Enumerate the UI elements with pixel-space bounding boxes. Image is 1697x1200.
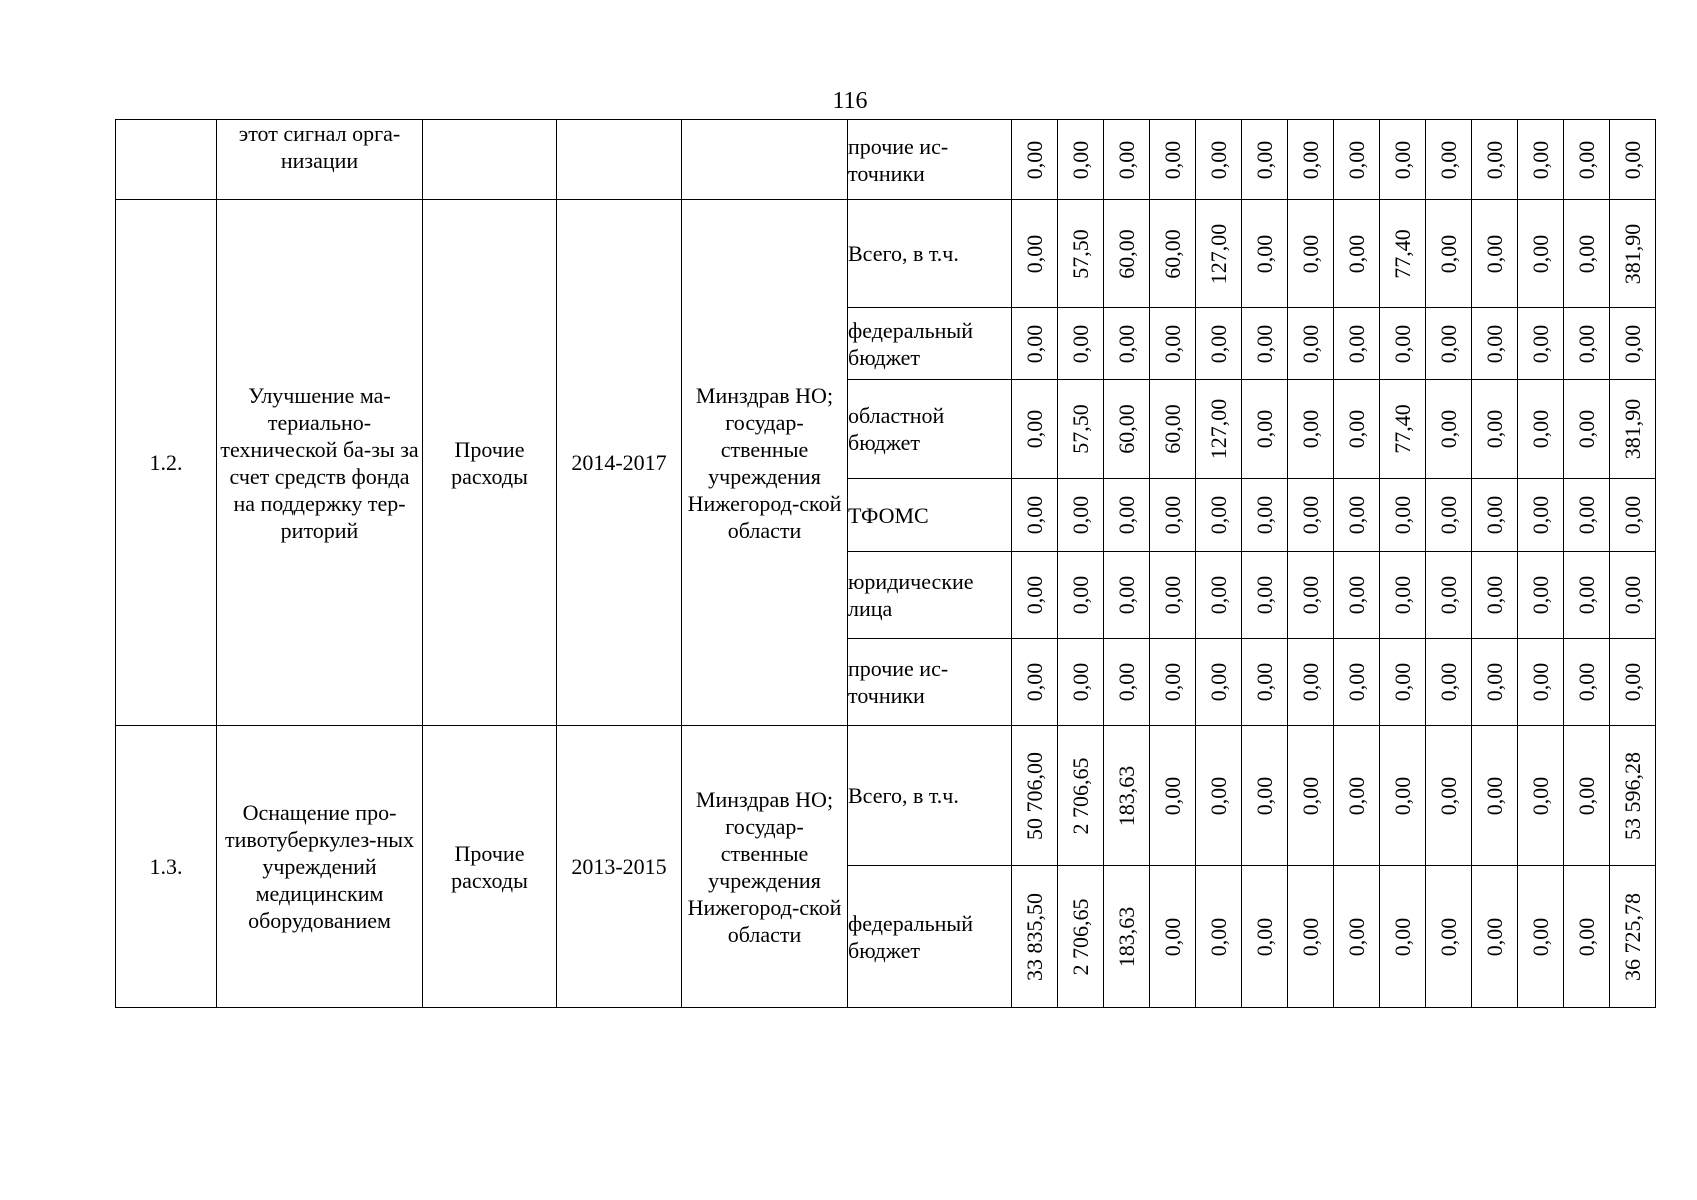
- value-text: 0,00: [1573, 324, 1599, 363]
- value-cell: [1104, 866, 1150, 1008]
- value-cell: [1426, 479, 1472, 552]
- activity-name-cell: этот сигнал орга-низации: [217, 120, 423, 200]
- value-cell: [1380, 308, 1426, 380]
- value-text: 0,00: [1205, 575, 1231, 615]
- value-cell: [1380, 200, 1426, 308]
- expense-type-cell: [423, 120, 557, 200]
- value-cell: [1058, 866, 1104, 1008]
- value-cell: [1564, 308, 1610, 380]
- value-cell: [1564, 552, 1610, 639]
- value-text: 0,00: [1297, 324, 1323, 363]
- value-text: 0,00: [1573, 140, 1599, 179]
- value-text: 0,00: [1297, 409, 1323, 449]
- value-cell: [1012, 866, 1058, 1008]
- executor-cell: Минздрав НО; государ-ственные учреждения Нижегород-ской области: [682, 726, 848, 1008]
- value-cell: [1242, 120, 1288, 200]
- value-text: 0,00: [1573, 234, 1599, 273]
- value-cell: [1012, 726, 1058, 866]
- value-text: 0,00: [1435, 409, 1461, 449]
- value-cell: [1012, 552, 1058, 639]
- value-cell: [1334, 726, 1380, 866]
- value-text: 0,00: [1343, 575, 1369, 615]
- value-text: 0,00: [1251, 324, 1277, 363]
- value-text: 0,00: [1297, 234, 1323, 273]
- value-cell: [1564, 866, 1610, 1008]
- value-cell: [1288, 639, 1334, 726]
- budget-table: [115, 119, 1656, 1008]
- value-text: 183,63: [1113, 765, 1139, 826]
- value-text: 0,00: [1159, 324, 1185, 363]
- value-text: 381,90: [1619, 398, 1645, 460]
- funding-source-cell: прочие ис-точники: [848, 639, 1012, 726]
- value-cell: [1150, 639, 1196, 726]
- value-cell: [1242, 479, 1288, 552]
- value-cell: [1472, 479, 1518, 552]
- value-text: 60,00: [1159, 404, 1185, 454]
- value-cell: [1610, 200, 1656, 308]
- value-text: 0,00: [1067, 662, 1093, 702]
- value-cell: [1104, 120, 1150, 200]
- value-text: 0,00: [1113, 662, 1139, 702]
- value-text: 0,00: [1481, 776, 1507, 815]
- value-cell: [1058, 380, 1104, 479]
- value-cell: [1196, 120, 1242, 200]
- value-text: 0,00: [1021, 324, 1047, 363]
- value-cell: [1242, 308, 1288, 380]
- row-number-cell: [116, 120, 217, 200]
- value-cell: [1518, 380, 1564, 479]
- value-cell: [1012, 200, 1058, 308]
- value-cell: [1104, 639, 1150, 726]
- value-text: 0,00: [1021, 409, 1047, 449]
- value-text: 0,00: [1527, 662, 1553, 702]
- value-text: 60,00: [1113, 404, 1139, 454]
- table-body: [116, 120, 1656, 1008]
- value-text: 0,00: [1573, 776, 1599, 815]
- value-text: 77,40: [1389, 404, 1415, 454]
- value-cell: [1334, 200, 1380, 308]
- value-cell: [1012, 380, 1058, 479]
- activity-name-cell: Улучшение ма-териально-технической ба-зы за счет средств фонда на поддержку тер-риторий: [217, 200, 423, 726]
- value-text: 0,00: [1435, 495, 1461, 535]
- value-text: 60,00: [1159, 228, 1185, 279]
- value-text: 0,00: [1389, 495, 1415, 535]
- value-text: 0,00: [1297, 495, 1323, 535]
- value-text: 0,00: [1389, 324, 1415, 363]
- value-cell: [1288, 380, 1334, 479]
- value-text: 0,00: [1573, 662, 1599, 702]
- period-cell: 2013-2015: [557, 726, 682, 1008]
- value-cell: [1472, 120, 1518, 200]
- value-cell: [1242, 639, 1288, 726]
- value-text: 0,00: [1527, 324, 1553, 363]
- value-cell: [1150, 380, 1196, 479]
- value-text: 77,40: [1389, 228, 1415, 279]
- value-text: 0,00: [1067, 140, 1093, 179]
- value-cell: [1196, 726, 1242, 866]
- value-text: 0,00: [1573, 917, 1599, 956]
- value-text: 0,00: [1343, 662, 1369, 702]
- funding-source-cell: федеральный бюджет: [848, 308, 1012, 380]
- value-text: 0,00: [1159, 662, 1185, 702]
- value-cell: [1288, 866, 1334, 1008]
- value-cell: [1426, 200, 1472, 308]
- value-cell: [1288, 552, 1334, 639]
- value-cell: [1334, 308, 1380, 380]
- value-cell: [1518, 726, 1564, 866]
- value-cell: [1610, 866, 1656, 1008]
- value-text: 0,00: [1573, 409, 1599, 449]
- expense-type-cell: Прочие расходы: [423, 726, 557, 1008]
- value-cell: [1380, 726, 1426, 866]
- value-cell: [1104, 726, 1150, 866]
- value-text: 33 835,50: [1021, 892, 1047, 981]
- value-cell: [1058, 639, 1104, 726]
- value-text: 0,00: [1435, 234, 1461, 273]
- value-text: 0,00: [1113, 495, 1139, 535]
- value-text: 0,00: [1251, 234, 1277, 273]
- value-cell: [1472, 726, 1518, 866]
- value-text: 0,00: [1435, 917, 1461, 956]
- value-text: 57,50: [1067, 404, 1093, 454]
- value-text: 0,00: [1343, 776, 1369, 815]
- value-text: 127,00: [1205, 223, 1231, 284]
- funding-source-cell: юридические лица: [848, 552, 1012, 639]
- value-cell: [1380, 552, 1426, 639]
- value-text: 0,00: [1205, 495, 1231, 535]
- value-cell: [1196, 200, 1242, 308]
- value-text: 0,00: [1389, 917, 1415, 956]
- value-text: 0,00: [1113, 575, 1139, 615]
- value-cell: [1058, 200, 1104, 308]
- value-cell: [1472, 866, 1518, 1008]
- value-text: 0,00: [1619, 495, 1645, 535]
- value-cell: [1334, 866, 1380, 1008]
- value-text: 0,00: [1159, 575, 1185, 615]
- period-cell: 2014-2017: [557, 200, 682, 726]
- value-text: 0,00: [1619, 662, 1645, 702]
- value-cell: [1472, 552, 1518, 639]
- value-text: 0,00: [1389, 575, 1415, 615]
- value-cell: [1196, 552, 1242, 639]
- value-cell: [1426, 552, 1472, 639]
- value-text: 0,00: [1297, 917, 1323, 956]
- value-text: 0,00: [1113, 324, 1139, 363]
- value-text: 0,00: [1159, 140, 1185, 179]
- value-text: 0,00: [1481, 234, 1507, 273]
- value-text: 0,00: [1113, 140, 1139, 179]
- value-cell: [1196, 866, 1242, 1008]
- value-text: 0,00: [1343, 495, 1369, 535]
- value-cell: [1334, 479, 1380, 552]
- value-text: 0,00: [1619, 575, 1645, 615]
- value-cell: [1564, 479, 1610, 552]
- value-cell: [1288, 200, 1334, 308]
- value-cell: [1610, 380, 1656, 479]
- value-text: 0,00: [1481, 662, 1507, 702]
- value-text: 0,00: [1205, 917, 1231, 956]
- value-text: 0,00: [1481, 495, 1507, 535]
- value-cell: [1426, 726, 1472, 866]
- value-cell: [1058, 552, 1104, 639]
- activity-number-cell: 1.3.: [116, 726, 217, 1008]
- value-cell: [1012, 639, 1058, 726]
- value-cell: [1334, 639, 1380, 726]
- value-cell: [1610, 639, 1656, 726]
- value-cell: [1150, 726, 1196, 866]
- value-cell: [1426, 380, 1472, 479]
- value-cell: [1472, 200, 1518, 308]
- value-text: 0,00: [1435, 324, 1461, 363]
- value-cell: [1610, 120, 1656, 200]
- value-cell: [1104, 200, 1150, 308]
- value-text: 0,00: [1527, 776, 1553, 815]
- value-cell: [1058, 308, 1104, 380]
- value-text: 0,00: [1021, 234, 1047, 273]
- value-text: 0,00: [1527, 575, 1553, 615]
- value-cell: [1564, 120, 1610, 200]
- value-text: 0,00: [1021, 662, 1047, 702]
- value-cell: [1012, 308, 1058, 380]
- value-text: 53 596,28: [1619, 751, 1645, 840]
- value-text: 0,00: [1205, 324, 1231, 363]
- value-cell: [1288, 120, 1334, 200]
- value-text: 0,00: [1481, 917, 1507, 956]
- value-text: 0,00: [1297, 776, 1323, 815]
- value-text: 0,00: [1527, 917, 1553, 956]
- value-text: 183,63: [1113, 906, 1139, 967]
- value-cell: [1104, 479, 1150, 552]
- executor-cell: Минздрав НО; государ-ственные учреждения Нижегород-ской области: [682, 200, 848, 726]
- value-cell: [1518, 639, 1564, 726]
- value-cell: [1518, 200, 1564, 308]
- value-cell: [1196, 308, 1242, 380]
- value-cell: [1518, 479, 1564, 552]
- funding-source-cell: Всего, в т.ч.: [848, 726, 1012, 866]
- value-text: 0,00: [1251, 917, 1277, 956]
- value-cell: [1196, 479, 1242, 552]
- funding-source-cell: ТФОМС: [848, 479, 1012, 552]
- value-cell: [1426, 866, 1472, 1008]
- value-cell: [1334, 120, 1380, 200]
- value-text: 0,00: [1021, 140, 1047, 179]
- value-text: 0,00: [1251, 776, 1277, 815]
- value-cell: [1150, 866, 1196, 1008]
- value-text: 0,00: [1205, 662, 1231, 702]
- value-cell: [1610, 552, 1656, 639]
- value-text: 0,00: [1251, 662, 1277, 702]
- value-text: 0,00: [1527, 234, 1553, 273]
- value-text: 0,00: [1435, 140, 1461, 179]
- value-text: 0,00: [1205, 140, 1231, 179]
- activity-name-cell: Оснащение про-тивотуберкулез-ных учреждений медицинским оборудованием: [217, 726, 423, 1008]
- value-text: 0,00: [1159, 495, 1185, 535]
- value-cell: [1242, 866, 1288, 1008]
- value-text: 0,00: [1435, 662, 1461, 702]
- value-cell: [1518, 308, 1564, 380]
- value-cell: [1058, 479, 1104, 552]
- value-text: 0,00: [1067, 575, 1093, 615]
- value-text: 50 706,00: [1021, 751, 1047, 840]
- value-text: 127,00: [1205, 398, 1231, 460]
- value-cell: [1104, 308, 1150, 380]
- value-text: 0,00: [1343, 234, 1369, 273]
- value-cell: [1564, 726, 1610, 866]
- value-text: 0,00: [1251, 575, 1277, 615]
- value-text: 0,00: [1251, 409, 1277, 449]
- value-cell: [1150, 200, 1196, 308]
- value-cell: [1426, 639, 1472, 726]
- value-cell: [1564, 639, 1610, 726]
- value-text: 0,00: [1343, 917, 1369, 956]
- value-text: 0,00: [1481, 140, 1507, 179]
- value-cell: [1610, 308, 1656, 380]
- value-text: 0,00: [1251, 140, 1277, 179]
- value-cell: [1242, 726, 1288, 866]
- funding-source-cell: Всего, в т.ч.: [848, 200, 1012, 308]
- value-cell: [1196, 639, 1242, 726]
- value-cell: [1610, 479, 1656, 552]
- funding-source-cell: областной бюджет: [848, 380, 1012, 479]
- value-cell: [1058, 726, 1104, 866]
- value-cell: [1242, 552, 1288, 639]
- table-row: [116, 200, 1656, 308]
- value-cell: [1058, 120, 1104, 200]
- value-text: 381,90: [1619, 223, 1645, 284]
- value-text: 0,00: [1527, 495, 1553, 535]
- value-text: 0,00: [1343, 324, 1369, 363]
- value-text: 0,00: [1159, 917, 1185, 956]
- value-cell: [1426, 308, 1472, 380]
- value-text: 0,00: [1481, 324, 1507, 363]
- value-cell: [1380, 120, 1426, 200]
- funding-source-cell: федеральный бюджет: [848, 866, 1012, 1008]
- value-cell: [1380, 380, 1426, 479]
- page-number: 116: [832, 88, 868, 114]
- value-text: 0,00: [1481, 575, 1507, 615]
- value-cell: [1380, 479, 1426, 552]
- activity-number-cell: 1.2.: [116, 200, 217, 726]
- value-cell: [1610, 726, 1656, 866]
- value-text: 0,00: [1573, 495, 1599, 535]
- value-text: 0,00: [1481, 409, 1507, 449]
- value-text: 0,00: [1435, 575, 1461, 615]
- value-cell: [1426, 120, 1472, 200]
- value-text: 0,00: [1389, 662, 1415, 702]
- table-row: [116, 120, 1656, 200]
- value-text: 0,00: [1021, 575, 1047, 615]
- value-text: 0,00: [1297, 662, 1323, 702]
- value-text: 60,00: [1113, 228, 1139, 279]
- value-cell: [1380, 639, 1426, 726]
- value-text: 0,00: [1435, 776, 1461, 815]
- value-text: 0,00: [1619, 140, 1645, 179]
- value-text: 2 706,65: [1067, 898, 1093, 975]
- value-text: 36 725,78: [1619, 892, 1645, 981]
- value-text: 0,00: [1573, 575, 1599, 615]
- value-cell: [1472, 308, 1518, 380]
- value-cell: [1150, 308, 1196, 380]
- value-text: 0,00: [1251, 495, 1277, 535]
- value-text: 0,00: [1343, 140, 1369, 179]
- value-cell: [1012, 120, 1058, 200]
- value-cell: [1288, 308, 1334, 380]
- value-cell: [1104, 380, 1150, 479]
- value-cell: [1150, 479, 1196, 552]
- value-cell: [1196, 380, 1242, 479]
- value-cell: [1518, 866, 1564, 1008]
- value-cell: [1564, 200, 1610, 308]
- value-cell: [1518, 120, 1564, 200]
- value-text: 0,00: [1205, 776, 1231, 815]
- value-cell: [1518, 552, 1564, 639]
- value-cell: [1150, 120, 1196, 200]
- value-text: 57,50: [1067, 228, 1093, 279]
- value-cell: [1242, 380, 1288, 479]
- value-text: 0,00: [1021, 495, 1047, 535]
- value-text: 2 706,65: [1067, 757, 1093, 834]
- value-cell: [1288, 479, 1334, 552]
- value-cell: [1104, 552, 1150, 639]
- value-cell: [1472, 380, 1518, 479]
- value-text: 0,00: [1619, 324, 1645, 363]
- value-text: 0,00: [1159, 776, 1185, 815]
- value-text: 0,00: [1067, 324, 1093, 363]
- value-cell: [1150, 552, 1196, 639]
- value-text: 0,00: [1527, 409, 1553, 449]
- value-cell: [1380, 866, 1426, 1008]
- funding-source-cell: прочие ис-точники: [848, 120, 1012, 200]
- value-cell: [1242, 200, 1288, 308]
- value-text: 0,00: [1527, 140, 1553, 179]
- table-row: [116, 726, 1656, 866]
- executor-cell: [682, 120, 848, 200]
- value-cell: [1012, 479, 1058, 552]
- value-text: 0,00: [1389, 140, 1415, 179]
- value-text: 0,00: [1343, 409, 1369, 449]
- value-cell: [1334, 552, 1380, 639]
- value-cell: [1334, 380, 1380, 479]
- value-text: 0,00: [1067, 495, 1093, 535]
- value-cell: [1564, 380, 1610, 479]
- value-cell: [1472, 639, 1518, 726]
- period-cell: [557, 120, 682, 200]
- value-text: 0,00: [1297, 140, 1323, 179]
- value-cell: [1288, 726, 1334, 866]
- value-text: 0,00: [1297, 575, 1323, 615]
- expense-type-cell: Прочие расходы: [423, 200, 557, 726]
- value-text: 0,00: [1389, 776, 1415, 815]
